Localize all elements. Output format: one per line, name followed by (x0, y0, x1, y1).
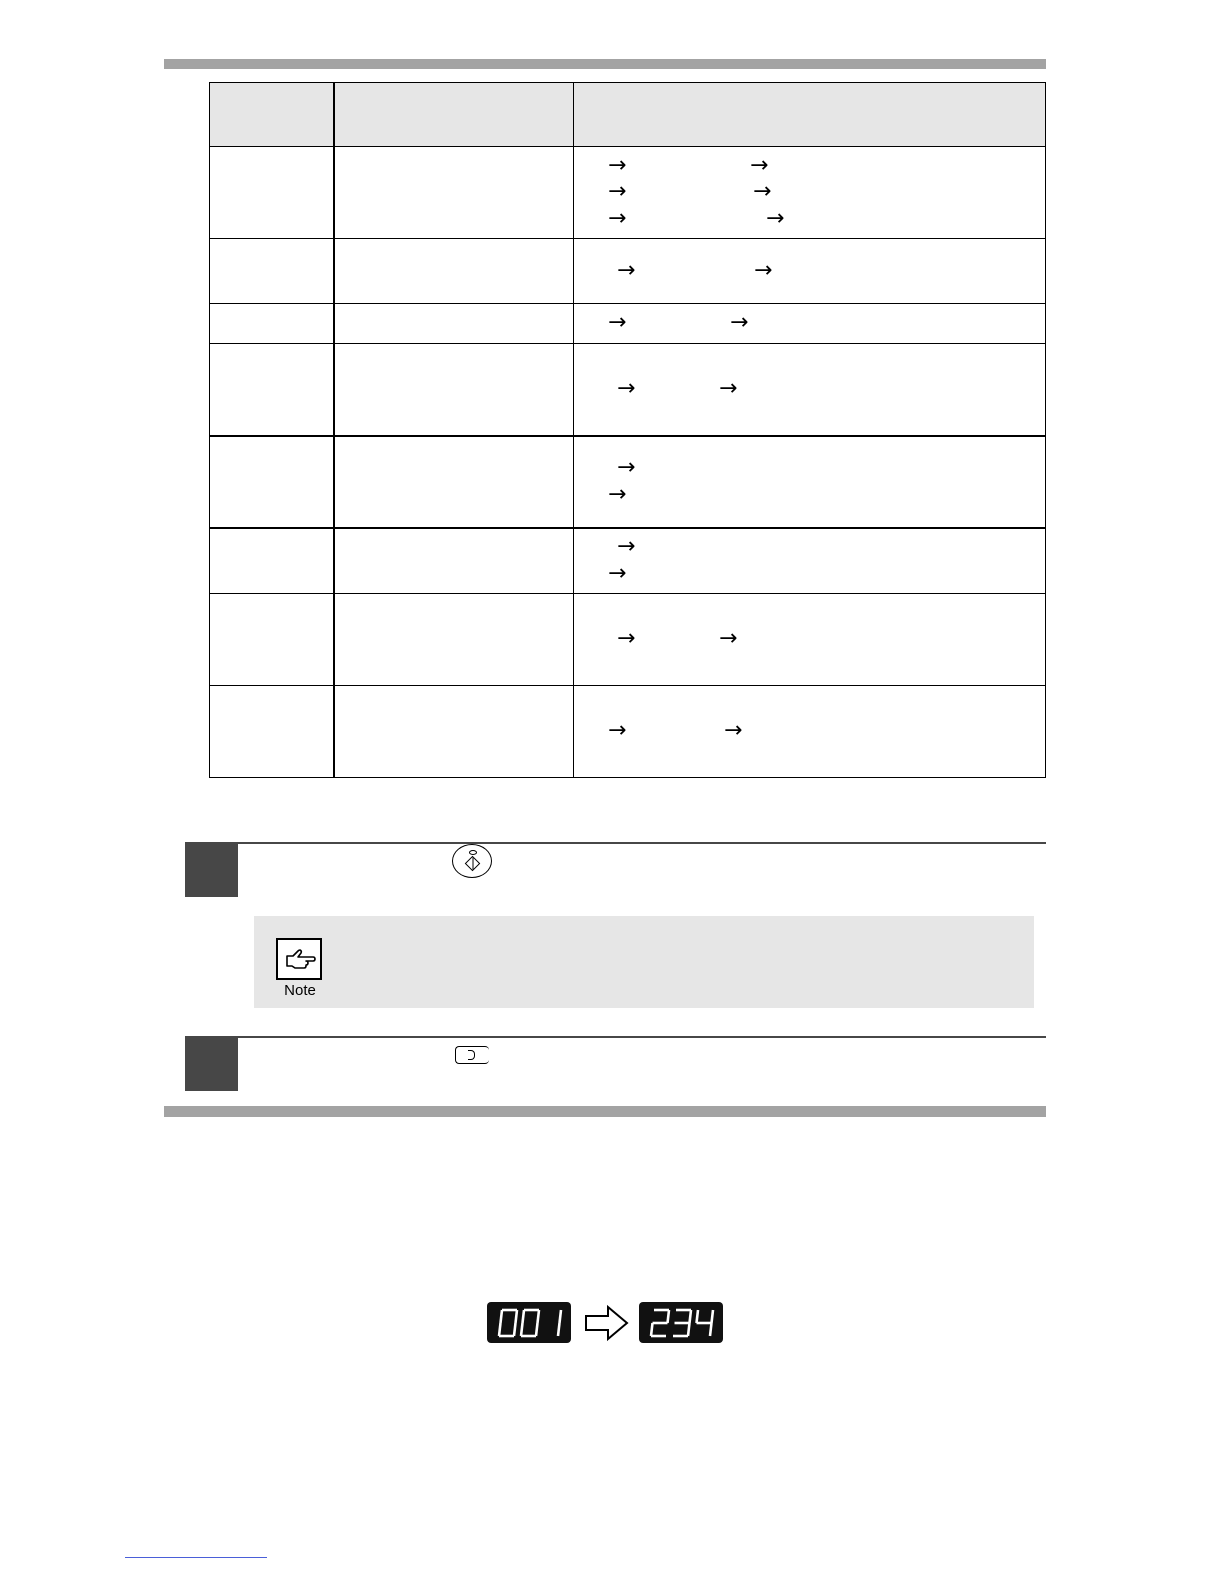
display-after-segment (697, 1310, 699, 1323)
display-after (639, 1302, 723, 1343)
display-before-segment (499, 1323, 501, 1336)
right-arrow-icon: → (730, 310, 749, 336)
sequence-cell (574, 686, 1046, 778)
sequence-cell (574, 239, 1046, 304)
table-cell (334, 594, 574, 686)
top-divider-bar (164, 59, 1046, 69)
table-cell (334, 147, 574, 239)
sequence-cell (574, 344, 1046, 436)
display-after-segment (688, 1323, 690, 1336)
table-cell (334, 436, 574, 528)
clear-key-icon (455, 1046, 489, 1064)
display-after-segment (710, 1323, 712, 1336)
display-before-segment (536, 1323, 538, 1336)
sequence-cell (574, 304, 1046, 344)
display-after-segment (690, 1310, 692, 1323)
hollow-right-arrow-icon (584, 1304, 630, 1342)
right-arrow-icon: → (617, 257, 636, 283)
table-row (210, 147, 1046, 239)
sequence-cell (574, 436, 1046, 528)
display-after-segment (712, 1310, 714, 1323)
header-cell (210, 83, 335, 147)
sequence-cell (574, 528, 1046, 594)
sequence-cell (574, 594, 1046, 686)
table-cell (210, 528, 335, 594)
note-box (254, 916, 1034, 1008)
table-cell (210, 239, 335, 304)
table-row (210, 344, 1046, 436)
right-arrow-icon: → (608, 205, 627, 231)
note-hand-icon (276, 938, 322, 980)
display-before-segment (521, 1323, 523, 1336)
display-before (487, 1302, 571, 1343)
footer-link-underline (125, 1557, 267, 1558)
step-number-box (185, 842, 238, 897)
table-cell (334, 304, 574, 344)
right-arrow-icon: → (724, 718, 743, 744)
display-before-segment (558, 1323, 560, 1336)
right-arrow-icon: → (608, 179, 627, 205)
table-cell (210, 344, 335, 436)
display-before-segment (560, 1310, 562, 1323)
right-arrow-icon: → (617, 376, 636, 401)
right-arrow-icon: → (608, 152, 627, 178)
right-arrow-icon: → (766, 205, 785, 231)
display-before-segment (501, 1310, 503, 1323)
step-rule (238, 1036, 1046, 1038)
right-arrow-icon: → (608, 481, 627, 507)
step-rule (238, 842, 1046, 844)
right-arrow-icon: → (608, 718, 627, 744)
table-cell (334, 528, 574, 594)
header-cell (334, 83, 574, 147)
table-cell (334, 239, 574, 304)
note-label: Note (284, 982, 316, 999)
right-arrow-icon: → (617, 626, 636, 652)
table-row (210, 436, 1046, 528)
table-cell (210, 594, 335, 686)
display-before-segment (514, 1323, 516, 1336)
header-cell (574, 83, 1046, 147)
settings-table (209, 82, 1046, 778)
table-row (210, 239, 1046, 304)
table-cell (210, 686, 335, 778)
right-arrow-icon: → (719, 376, 738, 401)
display-before-segment (538, 1310, 540, 1323)
table-cell (334, 686, 574, 778)
right-arrow-icon: → (754, 257, 773, 283)
display-after-segment (651, 1323, 653, 1336)
table-cell (210, 147, 335, 239)
right-arrow-icon: → (753, 179, 772, 205)
right-arrow-icon: → (617, 534, 636, 560)
sequence-cell (574, 147, 1046, 239)
display-before-segment (523, 1310, 525, 1323)
table-row (210, 686, 1046, 778)
right-arrow-icon: → (750, 152, 769, 178)
table-cell (334, 344, 574, 436)
table-row (210, 304, 1046, 344)
start-key-icon (452, 844, 492, 878)
bottom-divider-bar (164, 1106, 1046, 1117)
display-after-segment (668, 1310, 670, 1323)
table-row (210, 528, 1046, 594)
right-arrow-icon: → (608, 310, 627, 336)
table-cell (210, 436, 335, 528)
right-arrow-icon: → (608, 560, 627, 586)
step-number-box (185, 1036, 238, 1091)
table-cell (210, 304, 335, 344)
display-before-segment (516, 1310, 518, 1323)
right-arrow-icon: → (617, 455, 636, 480)
table-row (210, 594, 1046, 686)
right-arrow-icon: → (719, 626, 738, 652)
table-header-row (210, 83, 1046, 147)
